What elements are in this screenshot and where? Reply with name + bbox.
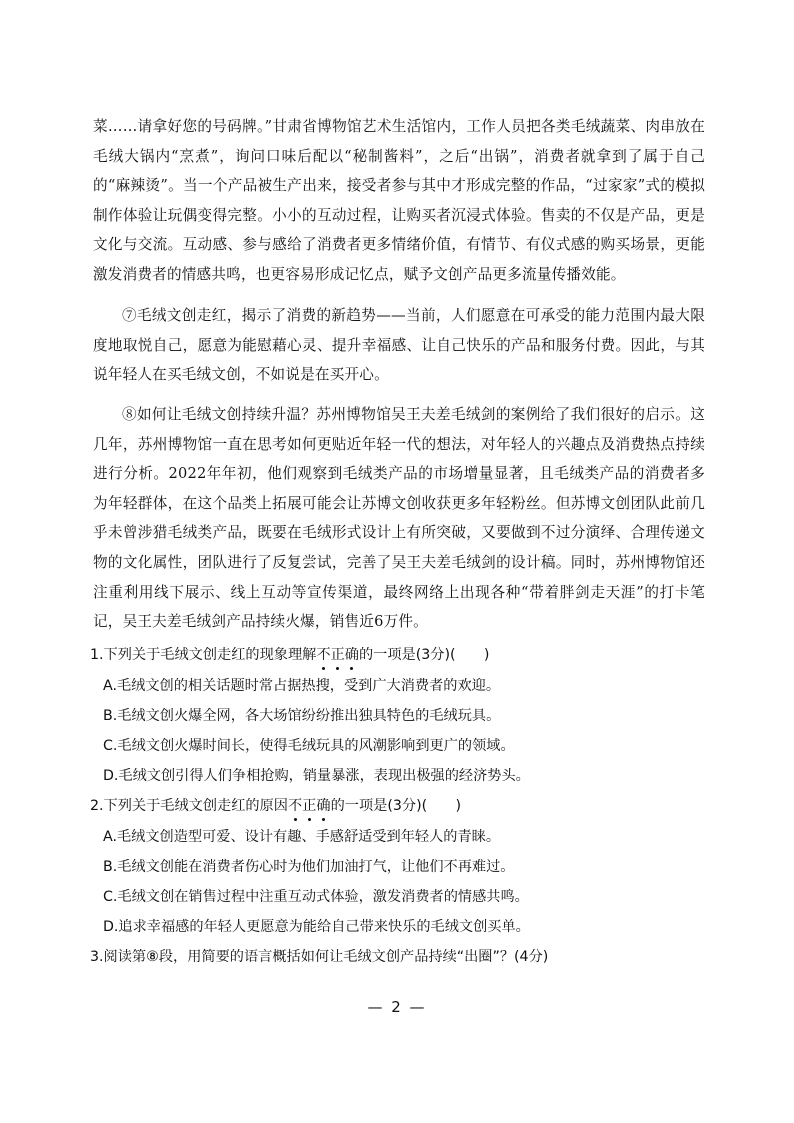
emphasis-char: 不 bbox=[316, 647, 331, 663]
question-2-option-a: A.毛绒文创造型可爱、设计有趣、手感舒适受到年轻人的青睐。 bbox=[103, 829, 501, 845]
question-3-stem: 3.阅读第⑧段，用简要的语言概括如何让毛绒文创产品持续“出圈”？(4分) bbox=[90, 949, 549, 965]
emphasis-char: 确 bbox=[344, 647, 359, 663]
question-1-option-b: B.毛绒文创火爆全网，各大场馆纷纷推出独具特色的毛绒玩具。 bbox=[103, 708, 501, 724]
passage-paragraph-continued: 菜……请拿好您的号码牌。”甘肃省博物馆艺术生活馆内，工作人员把各类毛绒蔬菜、肉串放在毛绒大锅内“烹煮”，询问口味后配以“秘制酱料”，之后“出锅”，消费者就拿到了属于自己的“麻辣烫”。当一个产品被生产出来，接受者参与其中才形成完整的作品，“过家家”式的模拟制作体验让玩偶变得完整。小小的互动过程，让购买者沉浸式体验。售卖的不仅是产品，更是文化与交流。互动感、参与感给了消费者更多情绪价值，有情节、有仪式感的购买场景，更能激发消费者的情感共鸣，也更容易形成记忆点，赋予文创产品更多流量传播效能。 bbox=[93, 118, 705, 283]
question-2-option-b: B.毛绒文创能在消费者伤心时为他们加油打气，让他们不再难过。 bbox=[103, 859, 515, 875]
emphasis-char: 确 bbox=[316, 798, 331, 814]
question-2-stem bbox=[90, 796, 461, 816]
question-1-stem-after: 的一项是(3分)( ) bbox=[358, 647, 490, 663]
passage-paragraph-8: ⑧如何让毛绒文创持续升温？苏州博物馆吴王夫差毛绒剑的案例给了我们很好的启示。这几年，苏州博物馆一直在思考如何更贴近年轻一代的想法，对年轻人的兴趣点及消费热点持续进行分析。2022年年初，他们观察到毛绒类产品的市场增量显著，且毛绒类产品的消费者多为年轻群体，在这个品类上拓展可能会让苏博文创收获更多年轻粉丝。但苏博文创团队此前几乎未曾涉猎毛绒类产品，既要在毛绒形式设计上有所突破，又要做到不过分演绎、合理传递文物的文化属性，团队进行了反复尝试，完善了吴王夫差毛绒剑的设计稿。同时，苏州博物馆还注重利用线下展示、线上互动等宣传渠道，最终网络上出现各种“带着胖剑走天涯”的打卡笔记，吴王夫差毛绒剑产品持续火爆，销售近6万件。 bbox=[93, 406, 705, 631]
question-1-option-d: D.毛绒文创引得人们争相抢购，销量暴涨，表现出极强的经济势头。 bbox=[103, 768, 530, 784]
page-number: — 2 — bbox=[367, 998, 427, 1016]
emphasis-char: 正 bbox=[302, 798, 317, 814]
question-1-option-c: C.毛绒文创火爆时间长，使得毛绒玩具的风潮影响到更广的领域。 bbox=[103, 738, 515, 754]
emphasis-char: 不 bbox=[287, 798, 303, 814]
question-1-stem bbox=[90, 645, 489, 665]
passage-paragraph-7: ⑦毛绒文创走红，揭示了消费的新趋势——当前，人们愿意在可承受的能力范围内最大限度地取悦自己，愿意为能慰藉心灵、提升幸福感、让自己快乐的产品和服务付费。因此，与其说年轻人在买毛绒文创，不如说是在买开心。 bbox=[93, 307, 705, 384]
question-1-option-a: A.毛绒文创的相关话题时常占据热搜，受到广大消费者的欢迎。 bbox=[103, 678, 501, 694]
question-2-option-c: C.毛绒文创在销售过程中注重互动式体验，激发消费者的情感共鸣。 bbox=[103, 889, 529, 905]
question-2-stem-before: 2.下列关于毛绒文创走红的原因 bbox=[90, 798, 288, 814]
question-2-option-d: D.追求幸福感的年轻人更愿意为能给自己带来快乐的毛绒文创买单。 bbox=[103, 919, 530, 935]
question-2-stem-after: 的一项是(3分)( ) bbox=[330, 798, 462, 814]
question-1-stem-before: 1.下列关于毛绒文创走红的现象理解 bbox=[90, 647, 317, 663]
emphasis-char: 正 bbox=[330, 647, 345, 663]
